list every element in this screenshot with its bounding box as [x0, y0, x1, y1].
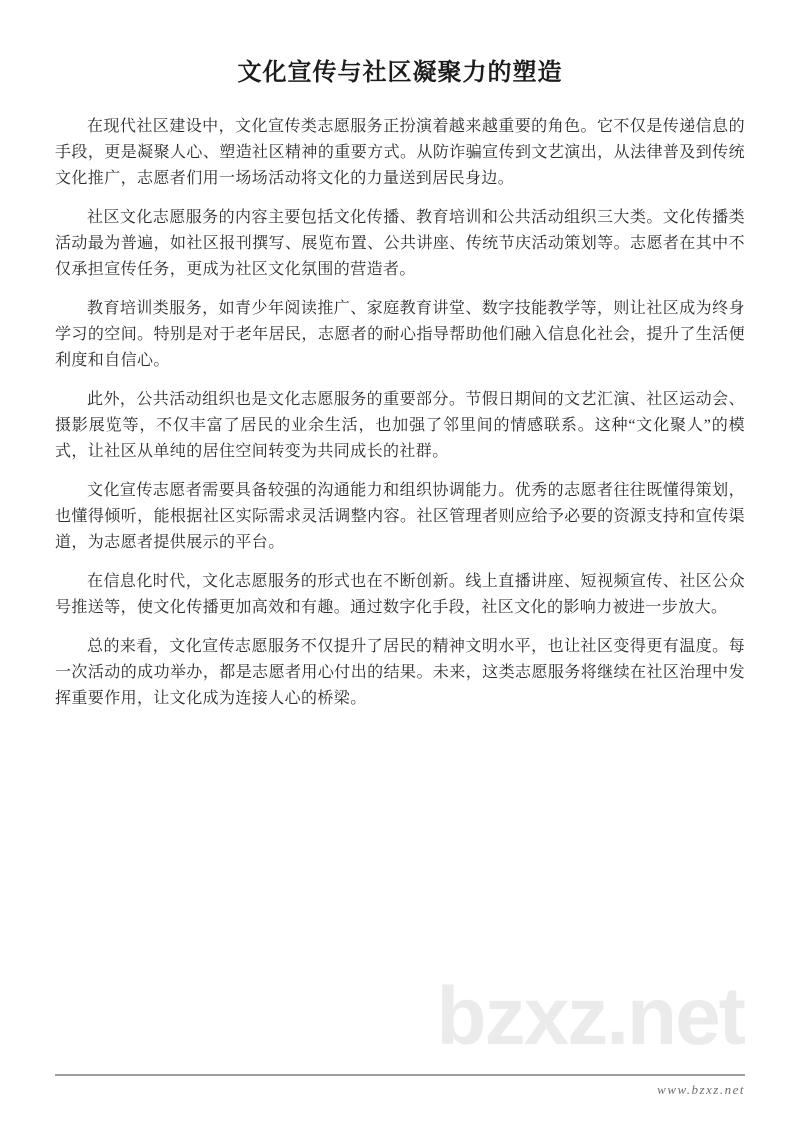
paragraph-volunteer-skills: 文化宣传志愿者需要具备较强的沟通能力和组织协调能力。优秀的志愿者往往既懂得策划，也懂得倾听，能根据社区实际需求灵活调整内容。社区管理者则应给予必要的资源支持和宣传渠道，为志愿者提供展示的平台。 — [55, 482, 745, 551]
paragraph-intro: 在现代社区建设中，文化宣传类志愿服务正扮演着越来越重要的角色。它不仅是传递信息的手段，更是凝聚人心、塑造社区精神的重要方式。从防诈骗宣传到文艺演出，从法律普及到传统文化推广，志愿者们用一场场活动将文化的力量送到居民身边。 — [55, 118, 745, 187]
footer-site-url: www.bzxz.net — [657, 1082, 745, 1097]
site-watermark: bzxz.net — [436, 971, 744, 1062]
document-title: 文化宣传与社区凝聚力的塑造 — [237, 60, 563, 86]
paragraph-service-categories: 社区文化志愿服务的内容主要包括文化传播、教育培训和公共活动组织三大类。文化传播类活动最为普遍，如社区报刊撰写、展览布置、公共讲座、传统节庆活动策划等。志愿者在其中不仅承担宣传任务，更成为社区文化氛围的营造者。 — [55, 209, 745, 278]
paragraph-conclusion: 总的来看，文化宣传志愿服务不仅提升了居民的精神文明水平，也让社区变得更有温度。每一次活动的成功举办，都是志愿者用心付出的结果。未来，这类志愿服务将继续在社区治理中发挥重要作用，让文化成为连接人心的桥梁。 — [55, 638, 745, 707]
paragraph-education-training: 教育培训类服务，如青少年阅读推广、家庭教育讲堂、数字技能教学等，则让社区成为终身学习的空间。特别是对于老年居民，志愿者的耐心指导帮助他们融入信息化社会，提升了生活便利度和自信心。 — [55, 300, 745, 369]
footer-divider — [55, 1074, 745, 1076]
paragraph-public-activities: 此外，公共活动组织也是文化志愿服务的重要部分。节假日期间的文艺汇演、社区运动会、摄影展览等，不仅丰富了居民的业余生活，也加强了邻里间的情感联系。这种“文化聚人”的模式，让社区从单纯的居住空间转变为共同成长的社群。 — [55, 391, 745, 460]
paragraph-digital-innovation: 在信息化时代，文化志愿服务的形式也在不断创新。线上直播讲座、短视频宣传、社区公众号推送等，使文化传播更加高效和有趣。通过数字化手段，社区文化的影响力被进一步放大。 — [55, 573, 745, 616]
document-body — [55, 114, 745, 712]
